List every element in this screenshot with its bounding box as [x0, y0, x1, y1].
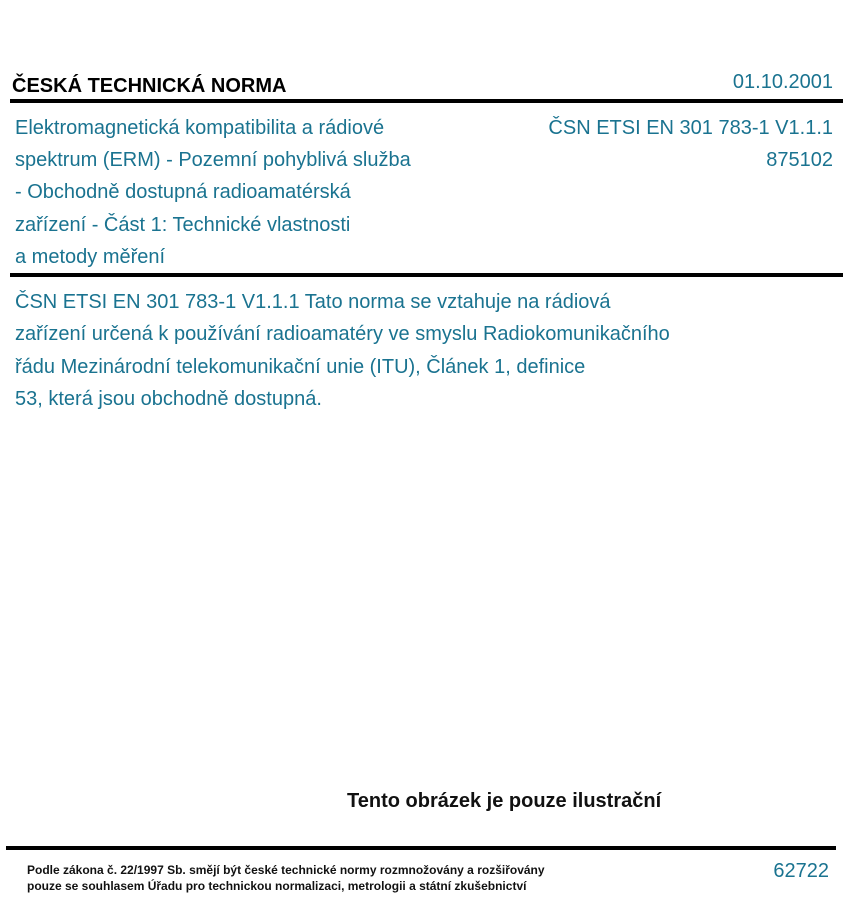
- legal-line: pouze se souhlasem Úřadu pro technickou normalizaci, metrologii a státní zkušebnictví: [27, 879, 527, 893]
- document-heading: ČESKÁ TECHNICKÁ NORMA: [12, 75, 287, 97]
- title-line: a metody měření: [15, 245, 166, 268]
- description-line: zařízení určená k používání radioamatéry ve smyslu Radiokomunikačního: [15, 323, 670, 346]
- title-line: zařízení - Část 1: Technické vlastnosti: [15, 213, 351, 236]
- legal-line: Podle zákona č. 22/1997 Sb. smějí být české technické normy rozmnožovány a rozšiřovány: [27, 863, 545, 877]
- title-line: - Obchodně dostupná radioamatérská: [15, 181, 351, 204]
- catalog-number: 62722: [773, 860, 829, 882]
- illustration-note: Tento obrázek je pouze ilustrační: [347, 790, 662, 812]
- publication-date: 01.10.2001: [732, 71, 833, 93]
- description-line: ČSN ETSI EN 301 783-1 V1.1.1 Tato norma se vztahuje na rádiová: [15, 291, 611, 313]
- title-divider: [10, 273, 843, 277]
- title-line: spektrum (ERM) - Pozemní pohyblivá služba: [15, 149, 411, 172]
- standard-identifiers: [548, 112, 833, 176]
- legal-notice: [27, 862, 545, 894]
- classification-code: 875102: [766, 149, 833, 172]
- standard-title: [15, 112, 455, 273]
- standard-description: [15, 286, 735, 415]
- footer-divider: [6, 846, 836, 850]
- header-divider: [10, 99, 843, 103]
- standard-designation: ČSN ETSI EN 301 783-1 V1.1.1: [548, 117, 833, 139]
- title-line: Elektromagnetická kompatibilita a rádiové: [15, 117, 385, 139]
- description-line: řádu Mezinárodní telekomunikační unie (ITU), Článek 1, definice: [15, 355, 586, 378]
- description-line: 53, která jsou obchodně dostupná.: [15, 387, 322, 410]
